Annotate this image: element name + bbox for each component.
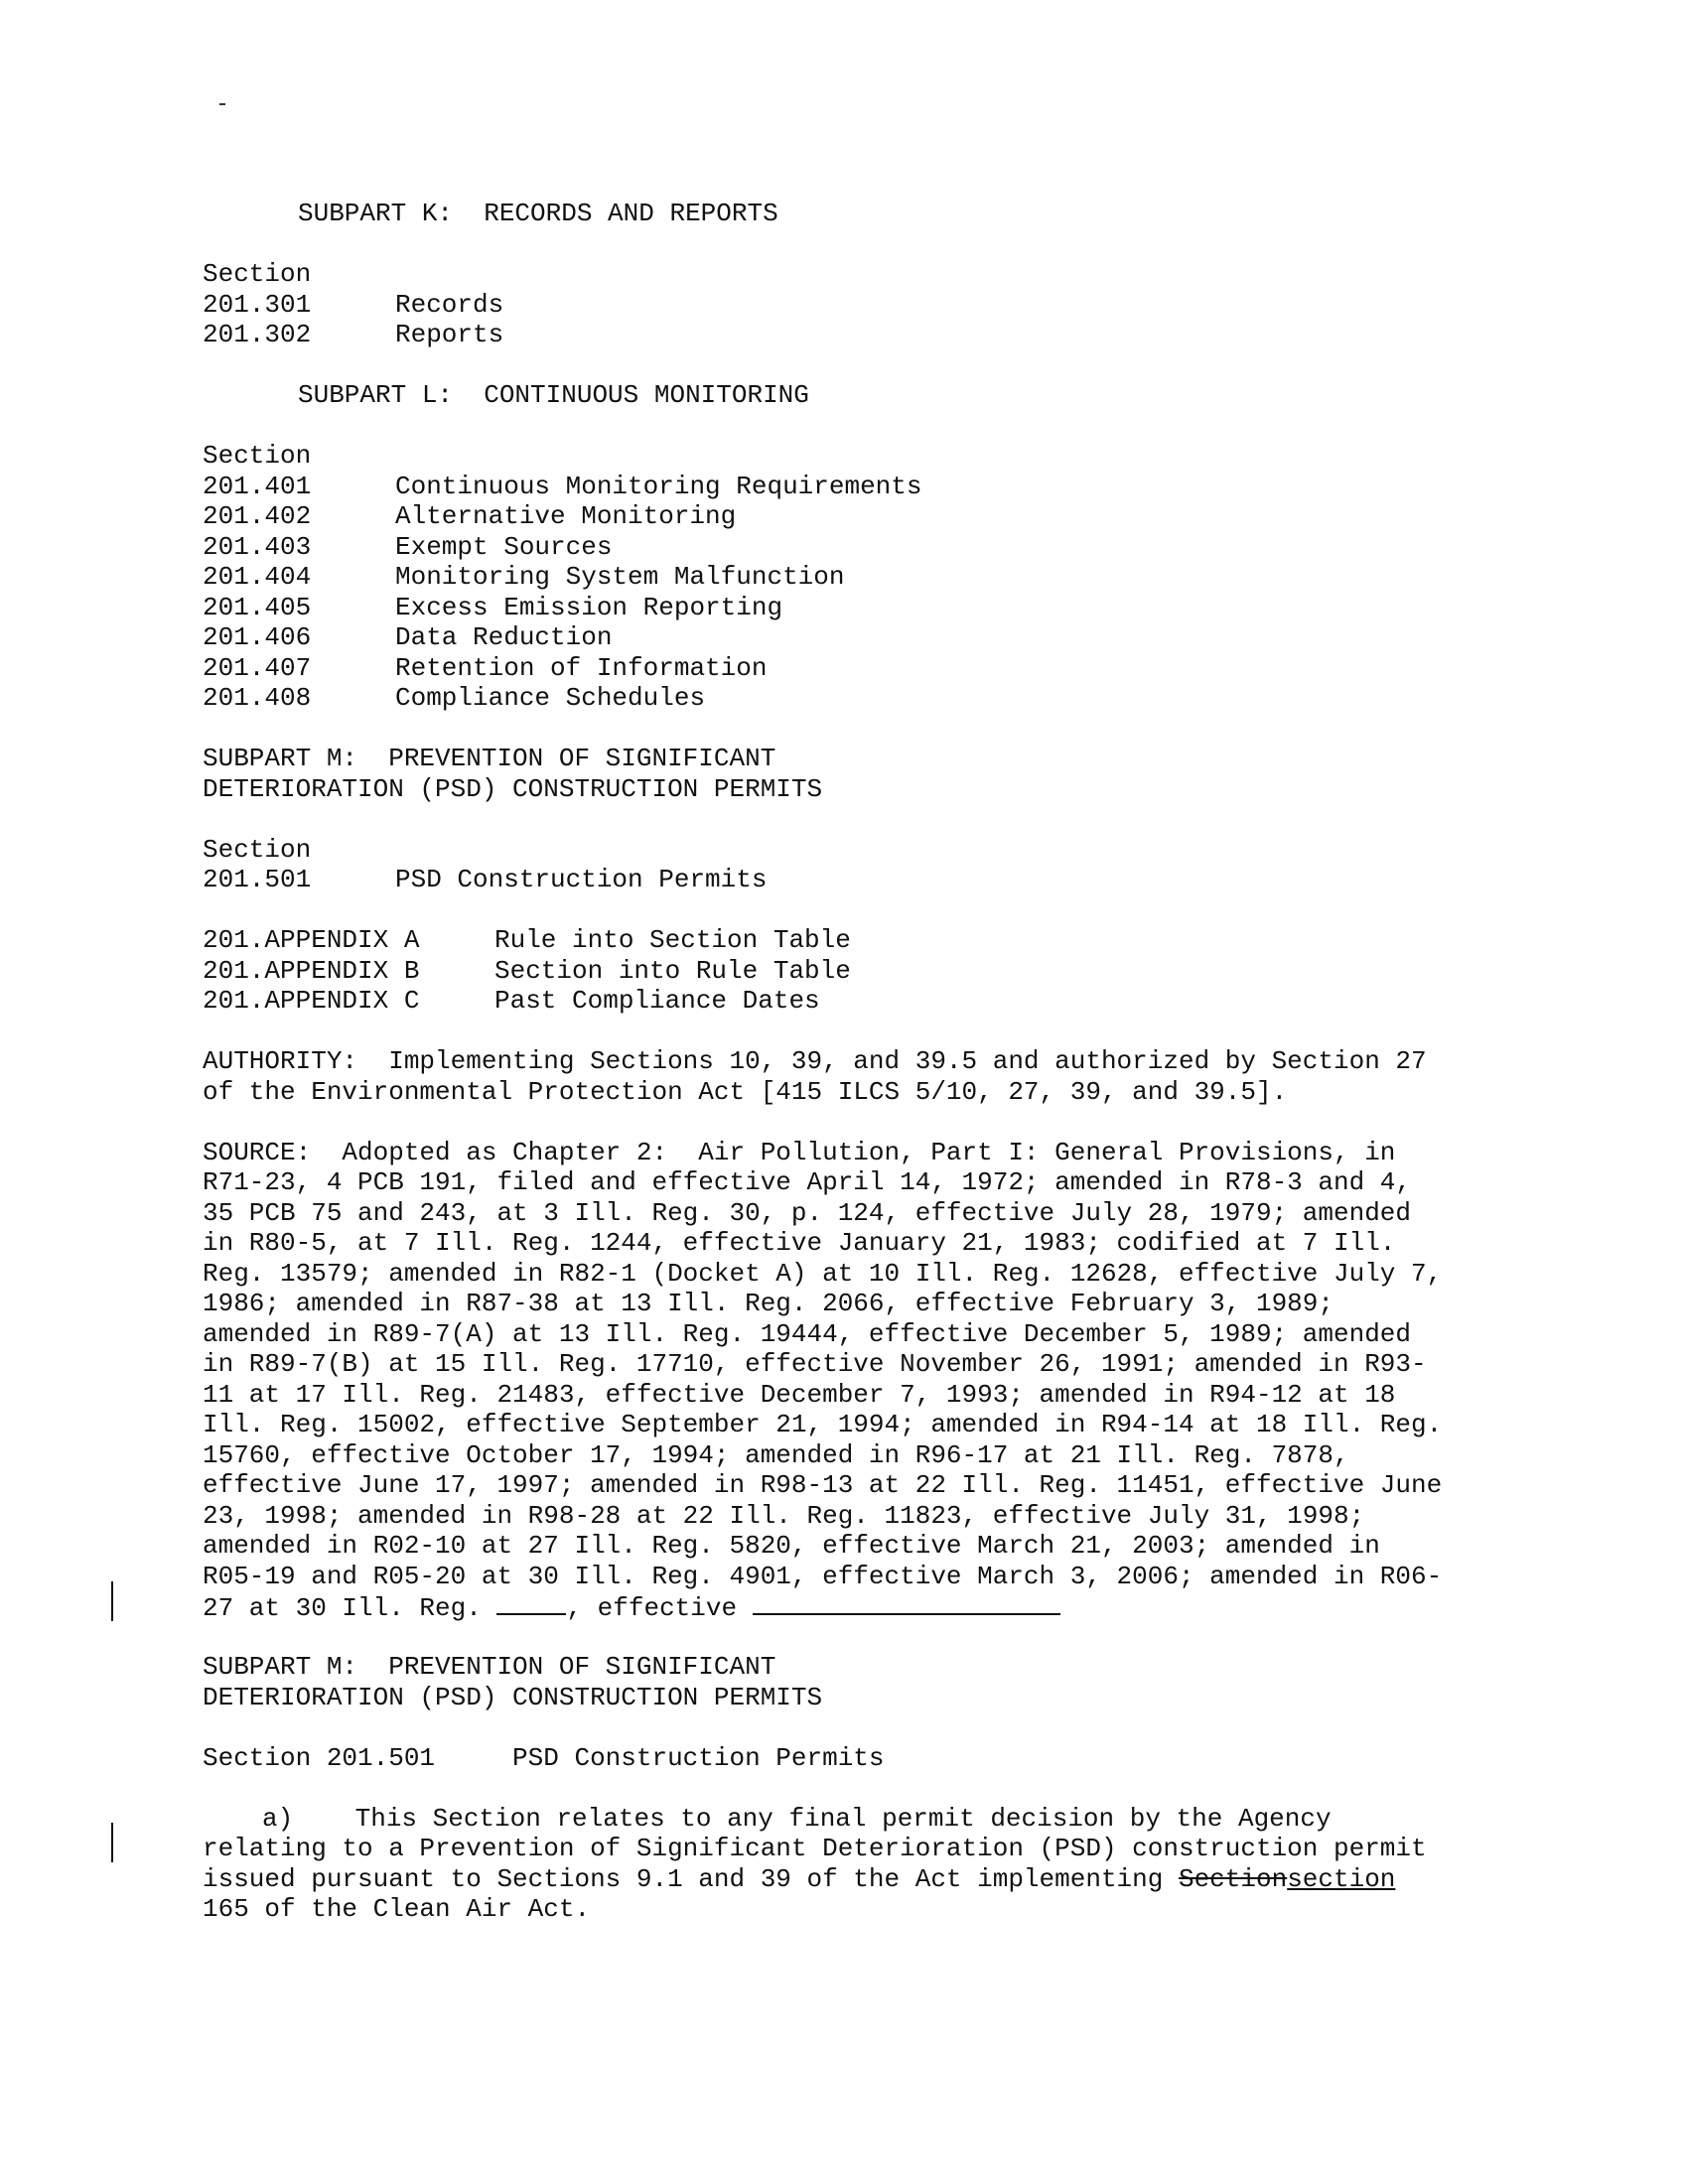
deleted-text: Section: [1178, 1863, 1288, 1894]
appendix-number: 201.APPENDIX A: [203, 925, 420, 955]
revision-bar-source: [111, 1581, 113, 1621]
authority-note: AUTHORITY: Implementing Sections 10, 39, and 39.5 and authorized by Section 27: [203, 1046, 1427, 1076]
body-subpart-heading-cont: DETERIORATION (PSD) CONSTRUCTION PERMITS: [203, 1682, 823, 1712]
source-last-prefix: 27 at 30 Ill. Reg.: [203, 1593, 497, 1623]
section-title: Monitoring System Malfunction: [395, 562, 845, 592]
toc-row: [203, 622, 1523, 653]
section-number: 201.404: [203, 562, 312, 592]
section-number: 201.403: [203, 531, 312, 562]
source-note-line: SOURCE: Adopted as Chapter 2: Air Pollution, Part I: General Provisions, in: [203, 1137, 1396, 1167]
toc-row: [203, 562, 1523, 593]
source-note-line: Ill. Reg. 15002, effective September 21, 1994; amended in R94-14 at 18 Ill. Reg.: [203, 1410, 1443, 1439]
section-title: Continuous Monitoring Requirements: [395, 471, 922, 501]
section-title: Reports: [395, 320, 504, 349]
source-note-line: in R89-7(B) at 15 Ill. Reg. 17710, effective November 26, 1991; amended in R93-: [203, 1349, 1427, 1379]
toc-row: [203, 501, 1523, 532]
section-label: Section: [203, 834, 312, 865]
subpart-k-heading: SUBPART K: RECORDS AND REPORTS: [298, 199, 778, 228]
register-page-blank: [496, 1591, 566, 1615]
effective-date-blank: [753, 1591, 1060, 1615]
subpart-m-heading-cont: DETERIORATION (PSD) CONSTRUCTION PERMITS: [203, 773, 823, 804]
source-note-last-line: [203, 1591, 1523, 1622]
source-note-line: amended in R02-10 at 27 Ill. Reg. 5820, effective March 21, 2003; amended in: [203, 1531, 1380, 1561]
document-body: [203, 199, 1523, 1925]
section-number: 201.406: [203, 622, 312, 652]
appendix-row: [203, 956, 1523, 987]
paragraph-a-line: [203, 1864, 1523, 1895]
appendix-row: [203, 925, 1523, 956]
source-note-line: R71-23, 4 PCB 191, filed and effective April 14, 1972; amended in R78-3 and 4,: [203, 1167, 1411, 1197]
toc-row: [203, 683, 1523, 714]
toc-row: [203, 320, 1523, 350]
section-number: 201.301: [203, 289, 312, 320]
section-number: 201.302: [203, 320, 312, 349]
appendix-title: Past Compliance Dates: [494, 986, 820, 1016]
appendix-number: 201.APPENDIX C: [203, 986, 420, 1016]
toc-row: [203, 653, 1523, 684]
source-note-line: 1986; amended in R87-38 at 13 Ill. Reg. 2066, effective February 3, 1989;: [203, 1289, 1333, 1318]
source-last-mid: , effective: [566, 1593, 753, 1623]
section-number: 201.402: [203, 501, 312, 531]
toc-row: [203, 593, 1523, 623]
appendix-number: 201.APPENDIX B: [203, 955, 420, 986]
source-note-line: Reg. 13579; amended in R82-1 (Docket A) at 10 Ill. Reg. 12628, effective July 7,: [203, 1258, 1443, 1289]
appendix-title: Section into Rule Table: [494, 955, 851, 986]
toc-row: [203, 532, 1523, 563]
inserted-text: section: [1287, 1863, 1396, 1894]
source-note-line: 35 PCB 75 and 243, at 3 Ill. Reg. 30, p. 124, effective July 28, 1979; amended: [203, 1197, 1411, 1228]
section-title: Compliance Schedules: [395, 683, 706, 713]
subpart-m-heading: SUBPART M: PREVENTION OF SIGNIFICANT: [203, 744, 776, 773]
section-title: Records: [395, 289, 504, 320]
revision-bar-section-a: [111, 1823, 113, 1862]
paragraph-a-line: relating to a Prevention of Significant Deterioration (PSD) construction permit: [203, 1834, 1427, 1863]
subpart-l-heading: SUBPART L: CONTINUOUS MONITORING: [298, 380, 809, 410]
source-note-line: 23, 1998; amended in R98-28 at 22 Ill. Reg. 11823, effective July 31, 1998;: [203, 1500, 1365, 1531]
section-number: 201.401: [203, 471, 312, 501]
source-note-line: 11 at 17 Ill. Reg. 21483, effective December 7, 1993; amended in R94-12 at 18: [203, 1379, 1396, 1410]
section-title: Data Reduction: [395, 622, 613, 652]
authority-note-cont: of the Environmental Protection Act [415 ILCS 5/10, 27, 39, and 39.5].: [203, 1076, 1288, 1107]
section-title: PSD Construction Permits: [395, 865, 768, 894]
source-note-line: 15760, effective October 17, 1994; amended in R96-17 at 21 Ill. Reg. 7878,: [203, 1439, 1349, 1470]
source-note-line: R05-19 and R05-20 at 30 Ill. Reg. 4901, effective March 3, 2006; amended in R06-: [203, 1561, 1443, 1591]
body-subpart-heading: SUBPART M: PREVENTION OF SIGNIFICANT: [203, 1652, 776, 1682]
source-note-line: amended in R89-7(A) at 13 Ill. Reg. 19444, effective December 5, 1989; amended: [203, 1318, 1411, 1349]
toc-row: [203, 472, 1523, 502]
section-number: 201.405: [203, 592, 312, 622]
section-label: Section: [203, 259, 312, 289]
section-title: Excess Emission Reporting: [395, 592, 783, 622]
section-title: Retention of Information: [395, 652, 768, 683]
section-number: 201.408: [203, 683, 312, 713]
paragraph-a-text: issued pursuant to Sections 9.1 and 39 of the Act implementing: [203, 1863, 1179, 1894]
toc-row: [203, 290, 1523, 321]
appendix-row: [203, 986, 1523, 1017]
toc-row: [203, 865, 1523, 895]
section-number: 201.501: [203, 865, 312, 894]
scan-mark: [219, 103, 225, 105]
source-note-line: in R80-5, at 7 Ill. Reg. 1244, effective January 21, 1983; codified at 7 Ill.: [203, 1228, 1396, 1258]
paragraph-a-line: a) This Section relates to any final permit decision by the Agency: [262, 1803, 1332, 1834]
section-heading: Section 201.501 PSD Construction Permits: [203, 1742, 885, 1773]
appendix-title: Rule into Section Table: [494, 925, 851, 955]
paragraph-a-line: 165 of the Clean Air Act.: [203, 1894, 591, 1924]
section-label: Section: [203, 441, 312, 471]
section-title: Exempt Sources: [395, 531, 613, 562]
section-title: Alternative Monitoring: [395, 501, 737, 531]
section-number: 201.407: [203, 652, 312, 683]
source-note-line: effective June 17, 1997; amended in R98-13 at 22 Ill. Reg. 11451, effective June: [203, 1470, 1443, 1500]
